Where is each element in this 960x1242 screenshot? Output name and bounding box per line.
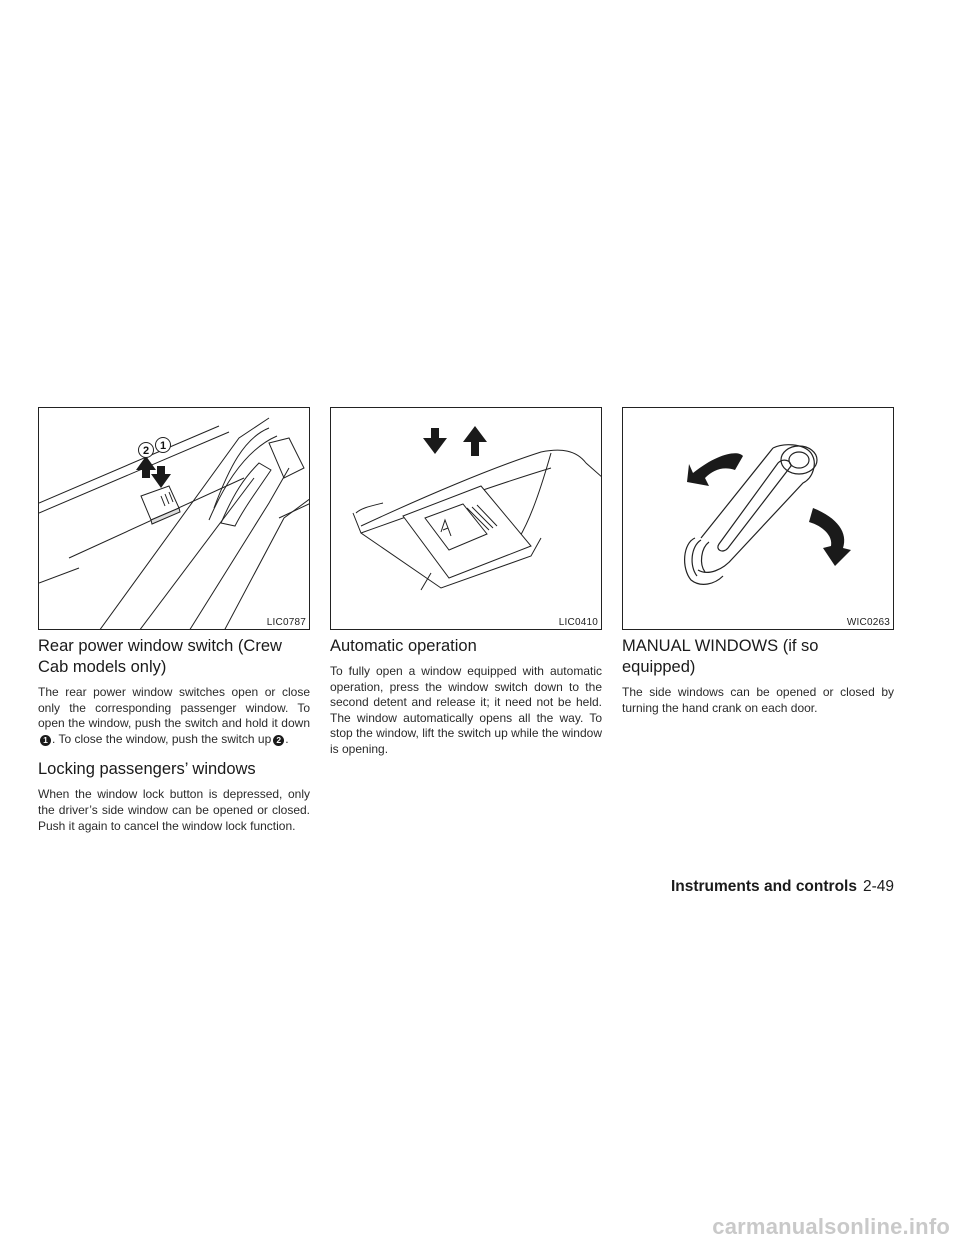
text-segment: . To close the window, push the switch up bbox=[52, 731, 272, 746]
paragraph-rear-power-window bbox=[38, 685, 310, 747]
rotate-ccw-arrow-icon bbox=[687, 453, 743, 486]
paragraph-manual-windows: The side windows can be opened or closed by turning the hand crank on each door. bbox=[622, 685, 894, 715]
figure-code: LIC0410 bbox=[558, 617, 598, 628]
column-rear-window bbox=[38, 636, 310, 834]
heading-locking-windows: Locking passengers’ windows bbox=[38, 760, 256, 779]
callout-1: 1 bbox=[159, 440, 167, 452]
rotate-cw-arrow-icon bbox=[809, 508, 851, 566]
callout-1-marker: 1 bbox=[40, 735, 51, 746]
page-number: 2-49 bbox=[862, 878, 894, 895]
column-automatic-operation bbox=[330, 636, 602, 758]
callout-2: 2 bbox=[142, 445, 150, 457]
paragraph-locking-windows: When the window lock button is depressed, only the driver’s side window can be opened or closed. Push it again to cancel the window lock function. bbox=[38, 787, 310, 833]
hand-crank-illustration bbox=[623, 408, 894, 630]
callout-2-marker: 2 bbox=[273, 735, 284, 746]
column-manual-windows bbox=[622, 636, 894, 716]
heading-automatic-operation: Automatic operation bbox=[330, 637, 477, 655]
text-segment: . bbox=[285, 731, 289, 746]
watermark: carmanualsonline.info bbox=[712, 1214, 950, 1239]
arrow-up-icon bbox=[463, 426, 487, 456]
heading-rear-power-window: Rear power window switch (Crew Cab models only) bbox=[38, 637, 282, 676]
figure-rear-window-switch bbox=[38, 407, 310, 630]
rear-window-switch-illustration bbox=[39, 408, 310, 630]
auto-window-switch-illustration bbox=[331, 408, 602, 630]
figure-code: WIC0263 bbox=[846, 617, 890, 628]
section-title: Instruments and controls bbox=[670, 878, 857, 895]
figure-code: LIC0787 bbox=[266, 617, 306, 628]
figure-auto-window-switch bbox=[330, 407, 602, 630]
arrow-down-icon bbox=[423, 428, 447, 454]
text-segment: The rear power window switches open or close only the corresponding passenger window. To open the window, push the switch and hold it down bbox=[38, 685, 310, 731]
paragraph-automatic-operation: To fully open a window equipped with automatic operation, press the window switch down to the second detent and release it; it need not be held. The window automatically opens all the way. To stop the window, lift the switch up while the window is opening. bbox=[330, 664, 602, 756]
page-footer bbox=[671, 878, 894, 896]
heading-manual-windows: MANUAL WINDOWS (if so equipped) bbox=[622, 637, 819, 676]
figure-manual-crank bbox=[622, 407, 894, 630]
